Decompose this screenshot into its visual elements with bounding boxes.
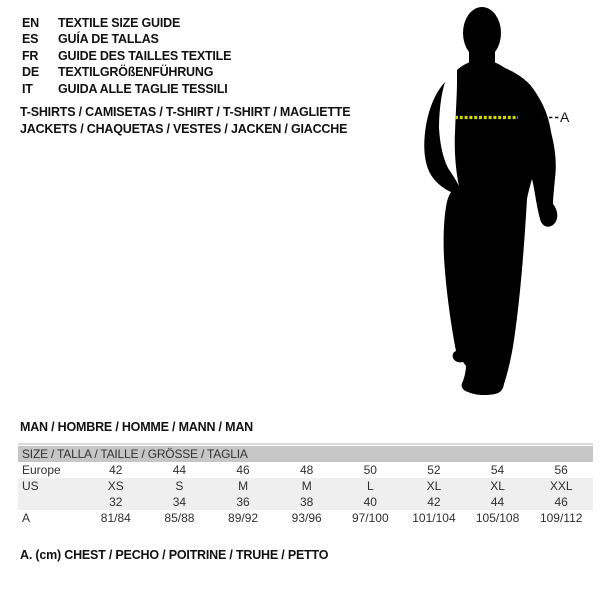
- table-row-us-numeric: [18, 494, 593, 510]
- lang-row-de: [22, 64, 231, 80]
- row-label: A: [22, 511, 31, 525]
- lang-row-es: [22, 31, 231, 47]
- table-cell: 89/92: [228, 511, 259, 525]
- table-cell: 44: [490, 495, 505, 509]
- lang-code: DE: [22, 65, 39, 80]
- table-cell: 36: [236, 495, 250, 509]
- row-label: US: [22, 479, 39, 493]
- table-cell: 48: [300, 463, 314, 477]
- table-cell: 46: [236, 463, 250, 477]
- table-cell: M: [238, 479, 249, 493]
- table-row-a-chest: [18, 510, 593, 526]
- measure-label-a: A: [560, 109, 570, 125]
- table-top-divider: [18, 443, 593, 445]
- table-cell: 32: [109, 495, 123, 509]
- category-line-tshirts: T-SHIRTS / CAMISETAS / T-SHIRT / T-SHIRT / MAGLIETTE: [20, 105, 351, 119]
- table-cell: S: [175, 479, 184, 493]
- table-cell: XL: [426, 479, 442, 493]
- table-cell: 42: [109, 463, 123, 477]
- row-label: Europe: [22, 463, 61, 477]
- table-cell: XS: [107, 479, 124, 493]
- lang-text: GUIDA ALLE TAGLIE TESSILI: [58, 81, 228, 96]
- category-title: [20, 104, 350, 138]
- size-table: [18, 443, 593, 526]
- man-body: [424, 60, 557, 395]
- table-cell: XXL: [549, 479, 573, 493]
- lang-row-it: [22, 81, 231, 97]
- section-title-man: MAN / HOMBRE / HOMME / MANN / MAN: [20, 420, 253, 434]
- table-cell: 105/108: [475, 511, 520, 525]
- lang-text: TEXTILGRÖßENFÜHRUNG: [58, 65, 214, 80]
- table-cell: L: [366, 479, 374, 493]
- table-cell: M: [301, 479, 312, 493]
- table-cell: 34: [172, 495, 187, 509]
- table-cell: 93/96: [291, 511, 322, 525]
- lang-code: ES: [22, 32, 39, 47]
- table-cell: 52: [427, 463, 441, 477]
- table-cell: 97/100: [351, 511, 389, 525]
- man-figure: [400, 0, 600, 400]
- lang-row-en: [22, 15, 231, 31]
- table-row-europe: [18, 462, 593, 478]
- table-cell: 38: [300, 495, 314, 509]
- table-cell: 81/84: [100, 511, 131, 525]
- table-cell: 85/88: [164, 511, 195, 525]
- man-silhouette-svg: [400, 0, 600, 400]
- table-cell: 42: [427, 495, 441, 509]
- lang-text: GUÍA DE TALLAS: [58, 32, 159, 47]
- table-cell: 46: [554, 495, 568, 509]
- table-cell: 44: [172, 463, 187, 477]
- lang-row-fr: [22, 48, 231, 64]
- table-cell: 109/112: [539, 511, 583, 525]
- lang-code: EN: [22, 16, 39, 30]
- table-cell: 40: [363, 495, 377, 509]
- lang-text: TEXTILE SIZE GUIDE: [58, 16, 181, 30]
- lang-code: IT: [22, 81, 33, 96]
- lang-code: FR: [22, 48, 39, 63]
- table-cell: 101/104: [412, 511, 456, 525]
- table-cell: 54: [490, 463, 505, 477]
- table-header-row: SIZE / TALLA / TAILLE / GRÖSSE / TAGLIA: [18, 446, 593, 462]
- table-cell: 56: [554, 463, 568, 477]
- language-list: [22, 15, 231, 97]
- category-line-jackets: JACKETS / CHAQUETAS / VESTES / JACKEN / GIACCHE: [20, 122, 348, 136]
- row-label: [18, 494, 84, 510]
- lang-text: GUIDE DES TAILLES TEXTILE: [58, 48, 232, 63]
- table-row-us: [18, 478, 593, 494]
- table-cell: 50: [363, 463, 377, 477]
- footnote-chest-legend: A. (cm) CHEST / PECHO / POITRINE / TRUHE / PETTO: [20, 548, 329, 562]
- table-cell: XL: [490, 479, 505, 493]
